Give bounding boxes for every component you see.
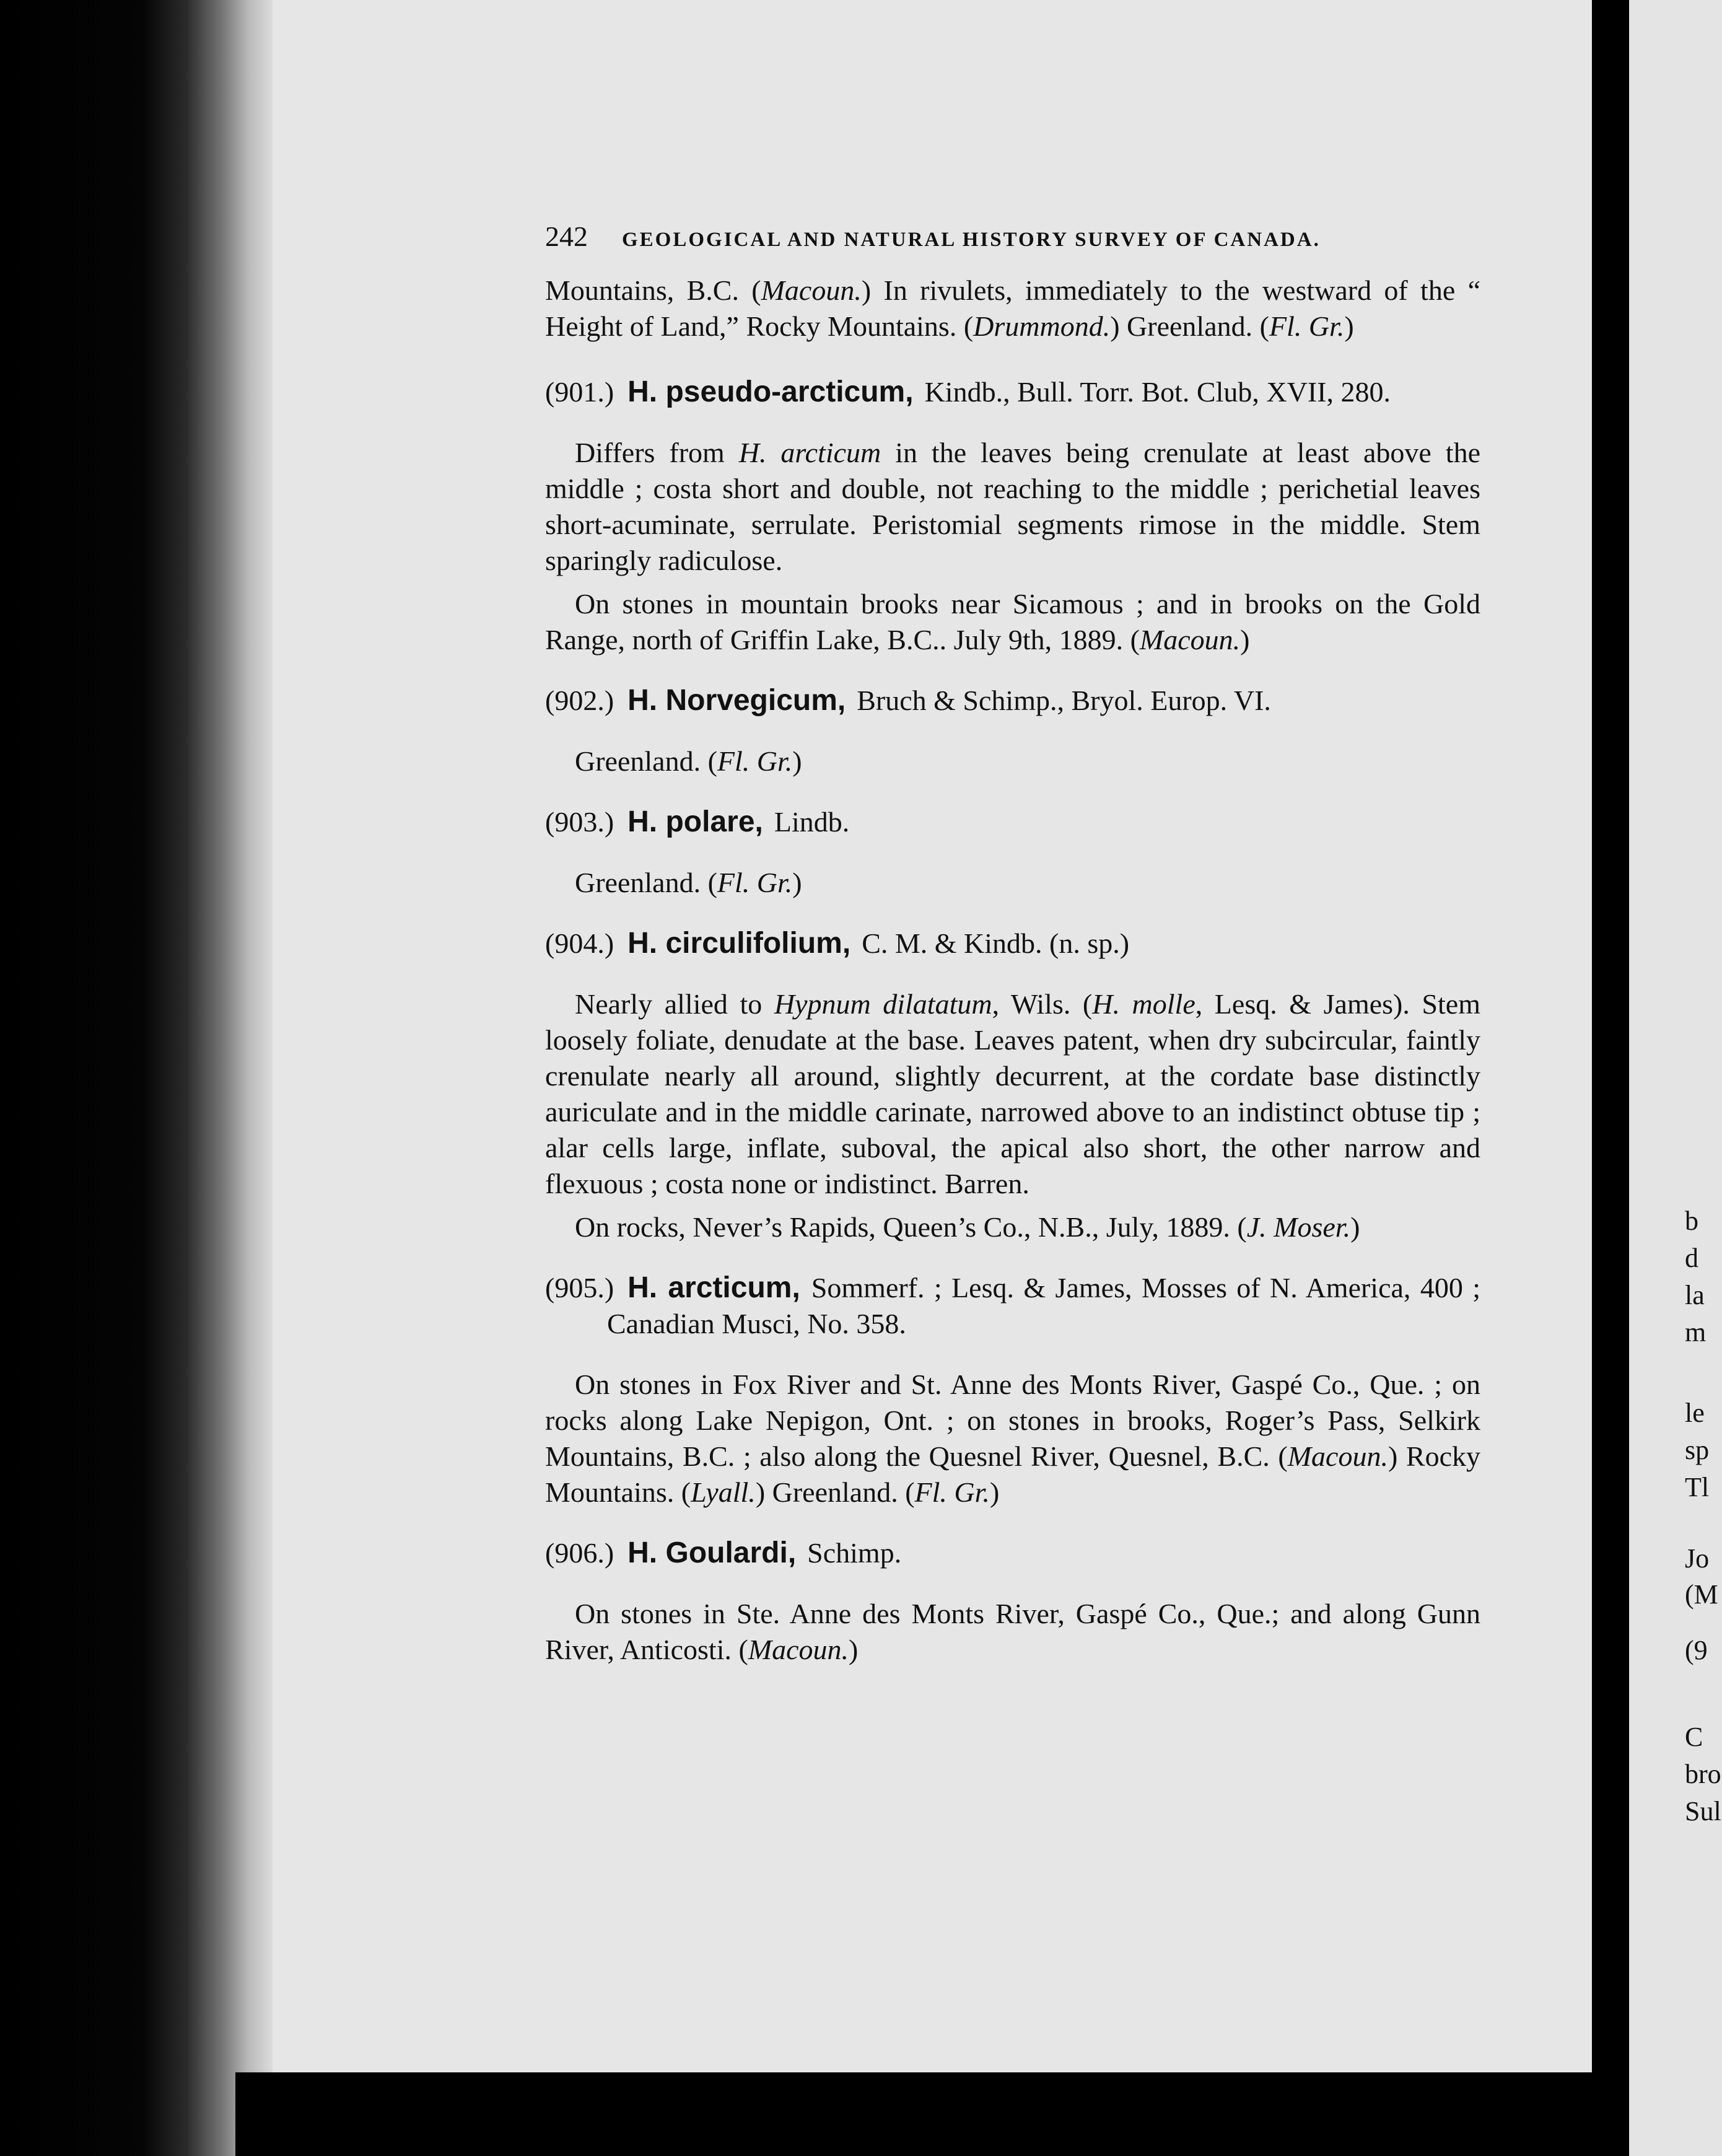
entry-citation: C. M. & Kindb. (n. sp.) — [862, 927, 1130, 959]
page-number: 242 — [545, 221, 588, 252]
species-name: H. arcticum, — [627, 1271, 800, 1304]
continued-paragraph: Mountains, B.C. (Macoun.) In rivulets, immediately to the westward of the “ Height of Land,” Rocky Mountains. (Drummond.) Greenland. (Fl. Gr.) — [545, 274, 1480, 342]
entry-number: (904.) — [545, 927, 614, 959]
entry-number: (905.) — [545, 1272, 614, 1304]
facing-page-edge — [1629, 0, 1722, 2156]
entry-heading-902 — [545, 683, 1480, 719]
entry-heading-906 — [545, 1535, 1480, 1571]
book-binding-shadow — [0, 0, 273, 2156]
entry-heading-901 — [545, 374, 1480, 410]
facing-page-fragment: Sul — [1685, 1796, 1721, 1826]
entry-number: (901.) — [545, 376, 614, 408]
entry-number: (902.) — [545, 685, 614, 716]
facing-page-fragment: d — [1685, 1243, 1698, 1273]
page-header — [545, 220, 1369, 257]
species-name: H. Goulardi, — [627, 1536, 797, 1569]
entry-number: (906.) — [545, 1537, 614, 1569]
entry-heading-904 — [545, 926, 1480, 962]
facing-page-fragment: la — [1685, 1280, 1705, 1310]
entry-locality-906: On stones in Ste. Anne des Monts River, Gaspé Co., Que.; and along Gunn River, Anticosti. (Macoun.) — [545, 1598, 1480, 1665]
entry-description-901: Differs from H. arcticum in the leaves being crenulate at least above the middle ; costa short and double, not reaching to the middle ; perichetial leaves short-acuminate, serrulate. Peristomial segments rimose in the middle. Stem sparingly radiculose. — [545, 437, 1480, 576]
facing-page-fragment: Jo — [1685, 1543, 1710, 1574]
facing-page-fragment: (M — [1685, 1579, 1718, 1610]
facing-page-fragment: Tl — [1685, 1472, 1710, 1502]
entry-heading-903 — [545, 804, 1480, 840]
entry-citation: Kindb., Bull. Torr. Bot. Club, XVII, 280. — [924, 376, 1391, 408]
facing-page-fragment: C — [1685, 1722, 1703, 1752]
page-body — [545, 273, 1480, 1668]
species-name: H. pseudo-arcticum, — [627, 375, 914, 408]
facing-page-fragment: m — [1685, 1317, 1707, 1348]
entry-number: (903.) — [545, 806, 614, 838]
entry-locality-903: Greenland. (Fl. Gr.) — [575, 867, 802, 898]
facing-page-fragment: le — [1685, 1398, 1705, 1428]
entry-citation: Lindb. — [774, 806, 850, 838]
entry-citation: Sommerf. ; Lesq. & James, Mosses of N. America, 400 ; Canadian Musci, No. 358. — [607, 1272, 1480, 1339]
entry-citation: Bruch & Schimp., Bryol. Europ. VI. — [857, 685, 1271, 716]
facing-page-fragment: (9 — [1685, 1635, 1708, 1665]
running-title: GEOLOGICAL AND NATURAL HISTORY SURVEY OF CANADA. — [622, 229, 1321, 251]
species-name: H. Norvegicum, — [627, 684, 846, 717]
facing-page-fragment: bro — [1685, 1759, 1721, 1789]
entry-citation: Schimp. — [807, 1537, 902, 1569]
facing-page-fragment: b — [1685, 1206, 1698, 1236]
species-name: H. polare, — [627, 805, 763, 838]
scan-border — [235, 2072, 1629, 2156]
species-name: H. circulifolium, — [627, 927, 851, 960]
entry-locality-902: Greenland. (Fl. Gr.) — [575, 745, 802, 777]
entry-heading-905 — [545, 1270, 1480, 1342]
entry-locality-901: On stones in mountain brooks near Sicamous ; and in brooks on the Gold Range, north of Griffin Lake, B.C.. July 9th, 1889. (Macoun.) — [545, 588, 1480, 655]
entry-locality-905: On stones in Fox River and St. Anne des Monts River, Gaspé Co., Que. ; on rocks along Lake Nepigon, Ont. ; on stones in brooks, Roger’s Pass, Selkirk Mountains, B.C. ; also along the Quesnel River, Quesnel, B.C. (Macoun.) Rocky Mountains. (Lyall.) Greenland. (Fl. Gr.) — [545, 1369, 1480, 1508]
entry-description-904: Nearly allied to Hypnum dilatatum, Wils. (H. molle, Lesq. & James). Stem loosely foliate, denudate at the base. Leaves patent, when dry subcircular, faintly crenulate nearly all around, slightly decurrent, at the cordate base distinctly auriculate and in the middle carinate, narrowed above to an indistinct obtuse tip ; alar cells large, inflate, suboval, the apical also short, the other narrow and flexuous ; costa none or indistinct. Barren. — [545, 988, 1480, 1199]
facing-page-fragment: sp — [1685, 1435, 1710, 1465]
entry-locality-904: On rocks, Never’s Rapids, Queen’s Co., N.B., July, 1889. (J. Moser.) — [575, 1211, 1360, 1243]
